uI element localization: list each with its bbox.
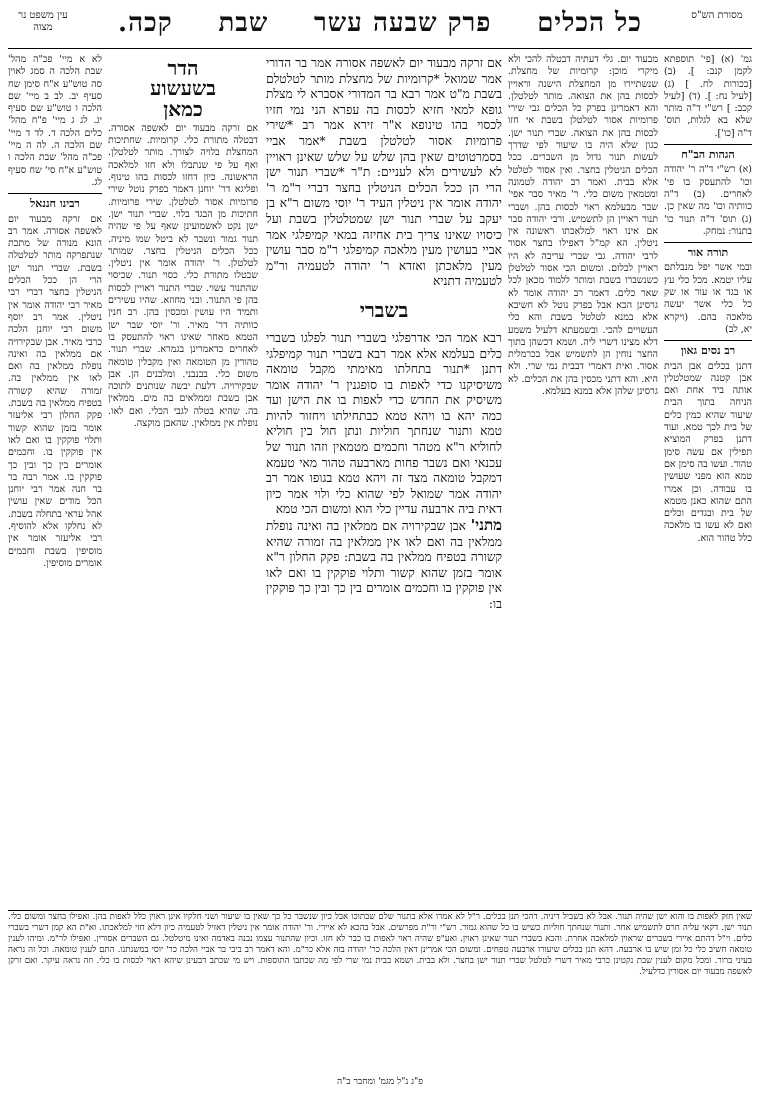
- rashi-emphasis-word: כמאן: [163, 96, 203, 121]
- right-margin-column: [664, 54, 752, 910]
- rashi-column: [108, 54, 258, 910]
- page-header: [8, 8, 752, 52]
- torah-or-notes: ובמי אשר יפל מנבלתם עליו יטמא. מכל כלי עץ או בגד או עור או שק כל כלי אשר יעשה מלאכה בהם. (ויקרא יא, לב): [664, 262, 752, 335]
- footer-note: פ"ג נ"ל מגמ' ומחבר ב"ה: [336, 1077, 424, 1087]
- gemara-paragraph: אם זרקה מבעוד יום לאשפה אסורה אמר בר הדורי אמר שמואל *קרומיות של מחצלת מותר לטלטלם בשבת מ"ט אמר רבא בר המדורי אסברא לי מצלת גופא למאי חזיא לכסות בה עפרא הני נמי חזיו לכסוי בהו טינופא א"ר זירא אמר רב *שירי פרומיות אסור לטלטלן בשבת *אמר אביי בסמרטוטים שאין בהן שלש על שלש שאינן ראויין לא לעשירים ולא לעניים: ת"ר *שברי תנור ישן הרי הן ככל הכלים הניטלין בחצר דברי ר"מ ר' יהודה אומר אין ניטלין העיד ר' יוסי משום ר"א בן יעקב על שברי תנור ישן שמטלטלין בשבת ועל כיסויו שאינו צריך בית אחיזה במאי קמיפלגי אמר אביי בעושין מעין מלאכה קמיפלגי ר"מ סבר עושין מעין מלאכתן ואזדא ר' יהודה לטעמיה ור"מ לטעמיה דתניא: [266, 56, 502, 289]
- rav-nissim-text: דתנן בכלים אבן הבית אבן קטנה שמטלטלין אותה ביד אחת ואם הניחה בתוך הבית שיעור שהיא כמין כלים של בית לכך טמא. ועוד דתנן בפרק המוציא תפילין אם עשה סימן טהור. ועשו בה סימן אם טמא הוא מפני שעושין בו עבודה. וכן אמרו התם שהוא כאנן מטמא של בית ובגדים וכלים ואם לא עשו בו מלאכה כלל טהור הוא.: [664, 360, 752, 544]
- bottom-commentary-text: שאין חזק לאפות בו והוא ישן שהיה תנור. אבל לא בשביל דיניה. דהכי תנן בכלים. ר"ל לא אמרו אלא בתנור שלם שבתוכו אבל כיון שנשבר כל כך שאין בו שיעור ושני חלקיו אינן ראוין כלל לאפות בהן. ואפילו בחצר ומשום כלי. תנור ישן. דקאי עליה חרס לתשמיש אחר. ותנור שנחתך חוליות כשיש בו כל שהוא גמור. רש"י ור"ת מפרשים. אבל בהכא לא איירי. ור' יהודה אומר אין ניטלין דאזיל לטעמיה כיון דלא חזי למלאכתו. וא"ת הא קמן דשרי בשברי כלים. וי"ל דהתם איירי בשברים שראוין למלאכה אחרת. והכא בשברי תנור שאינן ראוין. ואע"פ שהיה ראוי לאפות בו כבר לא חזו. וכיון שהתנור עצמו נבנה באדמה ואינו מיטלטל. גם השברים אסורין. ואפילו לר"מ. ומיהו לענין טומאה חשיב כלי כל זמן שיש בו ארבעה. דהא תנן בכלים שיעורו ארבעה טפחים. ומשום הכי אמרינן דאין הלכה כר' יהודה בזה אלא כר"מ. והא דאמר רב ביבי בר אביי הלכה כר' יוסי במשנתנו. התם לענין טומאה. וכל זה נראה בעיני ברור. ומכל מקום לענין שבת נקטינן כרבי מאיר דשרי לטלטל שברי תנור ישן בחצר. ולא בבית. ושמא בבית נמי שרי לפי מה שכתבו התוספות. ויש מי שכתב דבעינן שיהא ראוי לכסות בו כלי. וזה נראה עיקר. ואם זרקן לאשפה מבעוד יום אסורין כדלעיל.: [8, 912, 752, 977]
- title-tractate: שבת: [218, 8, 269, 38]
- margin-divider: [664, 144, 752, 145]
- title-tractate-part: כל הכלים: [537, 8, 642, 38]
- gemara-emphasis-word: בשברי: [359, 297, 409, 322]
- rashi-emphasis-word: בשעשוע: [150, 76, 216, 101]
- talmud-page: [8, 8, 752, 1092]
- left-margin-column: [8, 54, 102, 910]
- rashi-text: אם זרקה מבעוד יום לאשפה אסורה. דבטלה מתורת כלי. קרומיות. שחתיכות המחצלת בלויה לצורך. מותר לטלטלן. ואף על פי שנתבלו ולא חזו למלאכה הראשונה. כיון דחזו לכסות בהו טינוף. ופליגא דר' יוחנן דאמר בפרק נוטל שירי פרומיות אסור לטלטלן. שירי פרומיות. חתיכות מן הבגד בלוי. שברי תנור ישן. ישן נקט לאשמועינן שאף על פי שהיה תנור גמור ונשבר לא ביטל שמו מיניה. ככל הכלים הניטלין בחצר. שמותר לטלטלן. ר' יהודה אומר אין ניטלין. שבטלו מתורת כלי. כסוי תנור. שכיסוי שהתנור עשוי. שברי התנור ראויין לכסות בהן פי התנור. ובני מחוזא. שהיו עשירים ותמיד היו עושין ומכסין בהן. רב חנין כוותיה דר' מאיר. ור' יוסי שבר ישן הטמא מאחר שאינו ראוי להתעסק בו לאחרים כדאמרינן בגמרא. שברי תנור. טהורין מן הטומאה ואין מקבלין טומאה משום כלי. בבנבני. ומלבנים הן. אבן שבקירויה. דלעת יבשה שנותנים לתוכה אבן בשבת וממלאים בה מים. ממלאין בה. שהיא בטלה לגבי הכלי. ואם לאו. נופלת אין ממלאין. שהאבן מוקצה.: [108, 122, 258, 430]
- margin-divider: [664, 242, 752, 243]
- torah-or-title: תורה אור: [687, 246, 729, 260]
- page-title: [118, 8, 642, 38]
- gemara-column: [266, 56, 502, 908]
- tosafot-text: מבעוד יום. גלי דעתיה דבטלה להכי ולא מיקרי מוכן: קרומיות של מחצלת. שנשתיירו מן המחצלת הישנה וראויין לכסות בהן את הצואה. מותר לטלטלן. והא דאמרינן בפרק כל הכלים גבי שירי פרומיות אסור לטלטלן בשבת אי חזו לכסות בהן את הצואה. שברי תנור ישן. כגון שלא היה בו שיעור לפי שדרך לעשות תנור גדול מן השברים. ככל הכלים הניטלין בחצר. ואין אסור לטלטל אלא בבית. ואמר רב יהודה לטמונה ומטמאין משום כלי. ר' מאיר סבר אפי' שבר מבעלמא ראוי לכסות בהן. ושברי תנור ראויין הן לתשמיש. ורבי יהודה סבר אם אינו ראוי למלאכתו ראשונה אין ניטלין. הא קמ"ל דאפילו בחצר אסור לרבי יהודה. גבי שברי עריבה לא היו ראויין לכלום. ומשום הכי אסור לטלטלן כשנשברו בשבת ומותר ללמוד מכאן לכל שאר כלים. דאמר רב יהודה אומר לא גרסינן הכא אבל בפרק נוטל לא חשיבא אלא במנא לטלטל בשבת והא כלי העשויים להכי. ובשמעתא דלעיל משמע דלא מצינו דשרי ליה. ושמא דכשהן בתוך החצר נוחין הן לתשמיש אבל בכרמלית אסור. ואית דאמרי דבבית נמי שרי. ולא היא. והא דתני מכסין בהן את הכלים. לא גרסינן שלהן אלא במנא בעלמא.: [508, 54, 658, 398]
- rabbenu-chananel-title: רבינו חננאל: [30, 197, 80, 211]
- bottom-commentary: [8, 912, 752, 1072]
- tosafot-column: [508, 54, 658, 910]
- ein-mishpat-label: עין משפט נר מצוה: [18, 10, 68, 33]
- masoret-notes: גמ' (א) [פי' תוספתא לקמן קנב: ]. (ב) [בכורות לח. ] (ג) [לעיל נח: ]. (ד) [לעיל קכב: ] רש"י ד"ה מותר שלא בא לגלות, תוס' ד"ה [כו'].: [664, 54, 752, 139]
- gemara-paragraph: רבא אמר הכי אדרפלגי בשברי תנור לפלגו בשברי כלים בעלמא אלא אמר רבא בשברי תנור קמיפלגי דתנן *תנור בתחלתו מאימתי מקבל טומאה משיסיקנו כדי לאפות בו סופגנין ר' יהודה אומר משיסיק את החדש כדי לאפות בו את הישן ועד כמה יהא בו ויהא טמא כבתחילתו ויחזור להיות טמא ותנור שנחתך חוליות ונתן חול בין חוליא לחוליא ר"א מטהר וחכמים מטמאין וזהו תנור של עכנאי ואם נשבר פחות מארבעה טהור מאי טעמא דמקבל טומאה מצד זה ויהא טמא בגופו אמר רב יהודה אמר שמואל לפי שהוא כלי ולוי אמר כיון דאית ביה ארבעה עדיין כלי הוא ומשום הכי טמא: [266, 330, 502, 517]
- ein-mishpat-notes: לא א מיי' פכ"ה מהל' שבת הלכה ה סמג לאוין סה טוש"ע א"ח סימן שח סעיף יב. לב ב מיי' שם הלכה ו טוש"ע שם סעיף יג. לג ג מיי' פ"ח מהל' כלים הלכה ד. לד ד מיי' שם הלכה ה. לה ה מיי' פכ"ה מהל' שבת הלכה ו טוש"ע א"ח סי' שח סעיף לג.: [8, 54, 102, 188]
- bottom-rule: [8, 910, 752, 911]
- masoret-hashas-label: מסורת הש"ס: [691, 10, 743, 21]
- rashi-emphasis-word: הדר: [167, 56, 199, 80]
- margin-divider: [8, 193, 102, 194]
- mishnah-text: אבן שבקירויה אם ממלאין בה ואינה נופלת ממלאין בה ואם לאו אין ממלאין בה זמורה שהיא קשורה בטפיח ממלאין בה בשבת: פקק החלון ר"א אומר בזמן שהוא קשור ותלוי פוקקין בו ואם לאו אין פוקקין בו וחכמים אומרים בין כך ובין כך פוקקין בו:: [266, 519, 502, 611]
- rabbenu-chananel-text: אם זרקה מבעוד יום לאשפה אסורה. אמר רב הונא מנורה של מתכת שנתפרקה מותר לטלטלה בשבת. שברי תנור ישן הרי הן ככל הכלים הניטלין בחצר דברי רבי מאיר רבי יהודה אומר אין ניטלין. אמר רב יוסף משום רבי יוחנן הלכה כרבי מאיר. אבן שבקירויה אם ממלאין בה ואינה נופלת ממלאין בה ואם לאו אין ממלאין בה. זמורה שהיא קשורה בטפיח ממלאין בה בשבת. פקק החלון רבי אליעזר אומר בזמן שהוא קשור ותלוי פוקקין בו ואם לאו אין פוקקין בו. וחכמים אומרים בין כך ובין כך פוקקין בו. אמר רבה בר בר חנה אמר רבי יוחנן הכל מודים שאין עושין אהל עראי בתחלה בשבת. לא נחלקו אלא להוסיף. רבי אליעזר אומר אין מוסיפין בשבת וחכמים אומרים מוסיפין.: [8, 213, 102, 569]
- title-folio: קכה.: [118, 8, 173, 38]
- header-rule: [8, 48, 752, 49]
- title-chapter: פרק שבעה עשר: [314, 8, 492, 38]
- mishnah-marker: מתני': [470, 516, 502, 535]
- margin-divider: [664, 340, 752, 341]
- hagahot-title: הגהות הב"ח: [681, 148, 735, 162]
- hagahot-notes: (א) רש"י ד"ה ר' יהודה וכו' להתעסק בו פי' לאחרים. (ב) ד"ה כוותיה וכו' מה שאין כן. (ג) תוס' ד"ה תנור כו' בתנור: נמחק.: [664, 164, 752, 237]
- rav-nissim-title: רב נסים גאון: [680, 344, 736, 358]
